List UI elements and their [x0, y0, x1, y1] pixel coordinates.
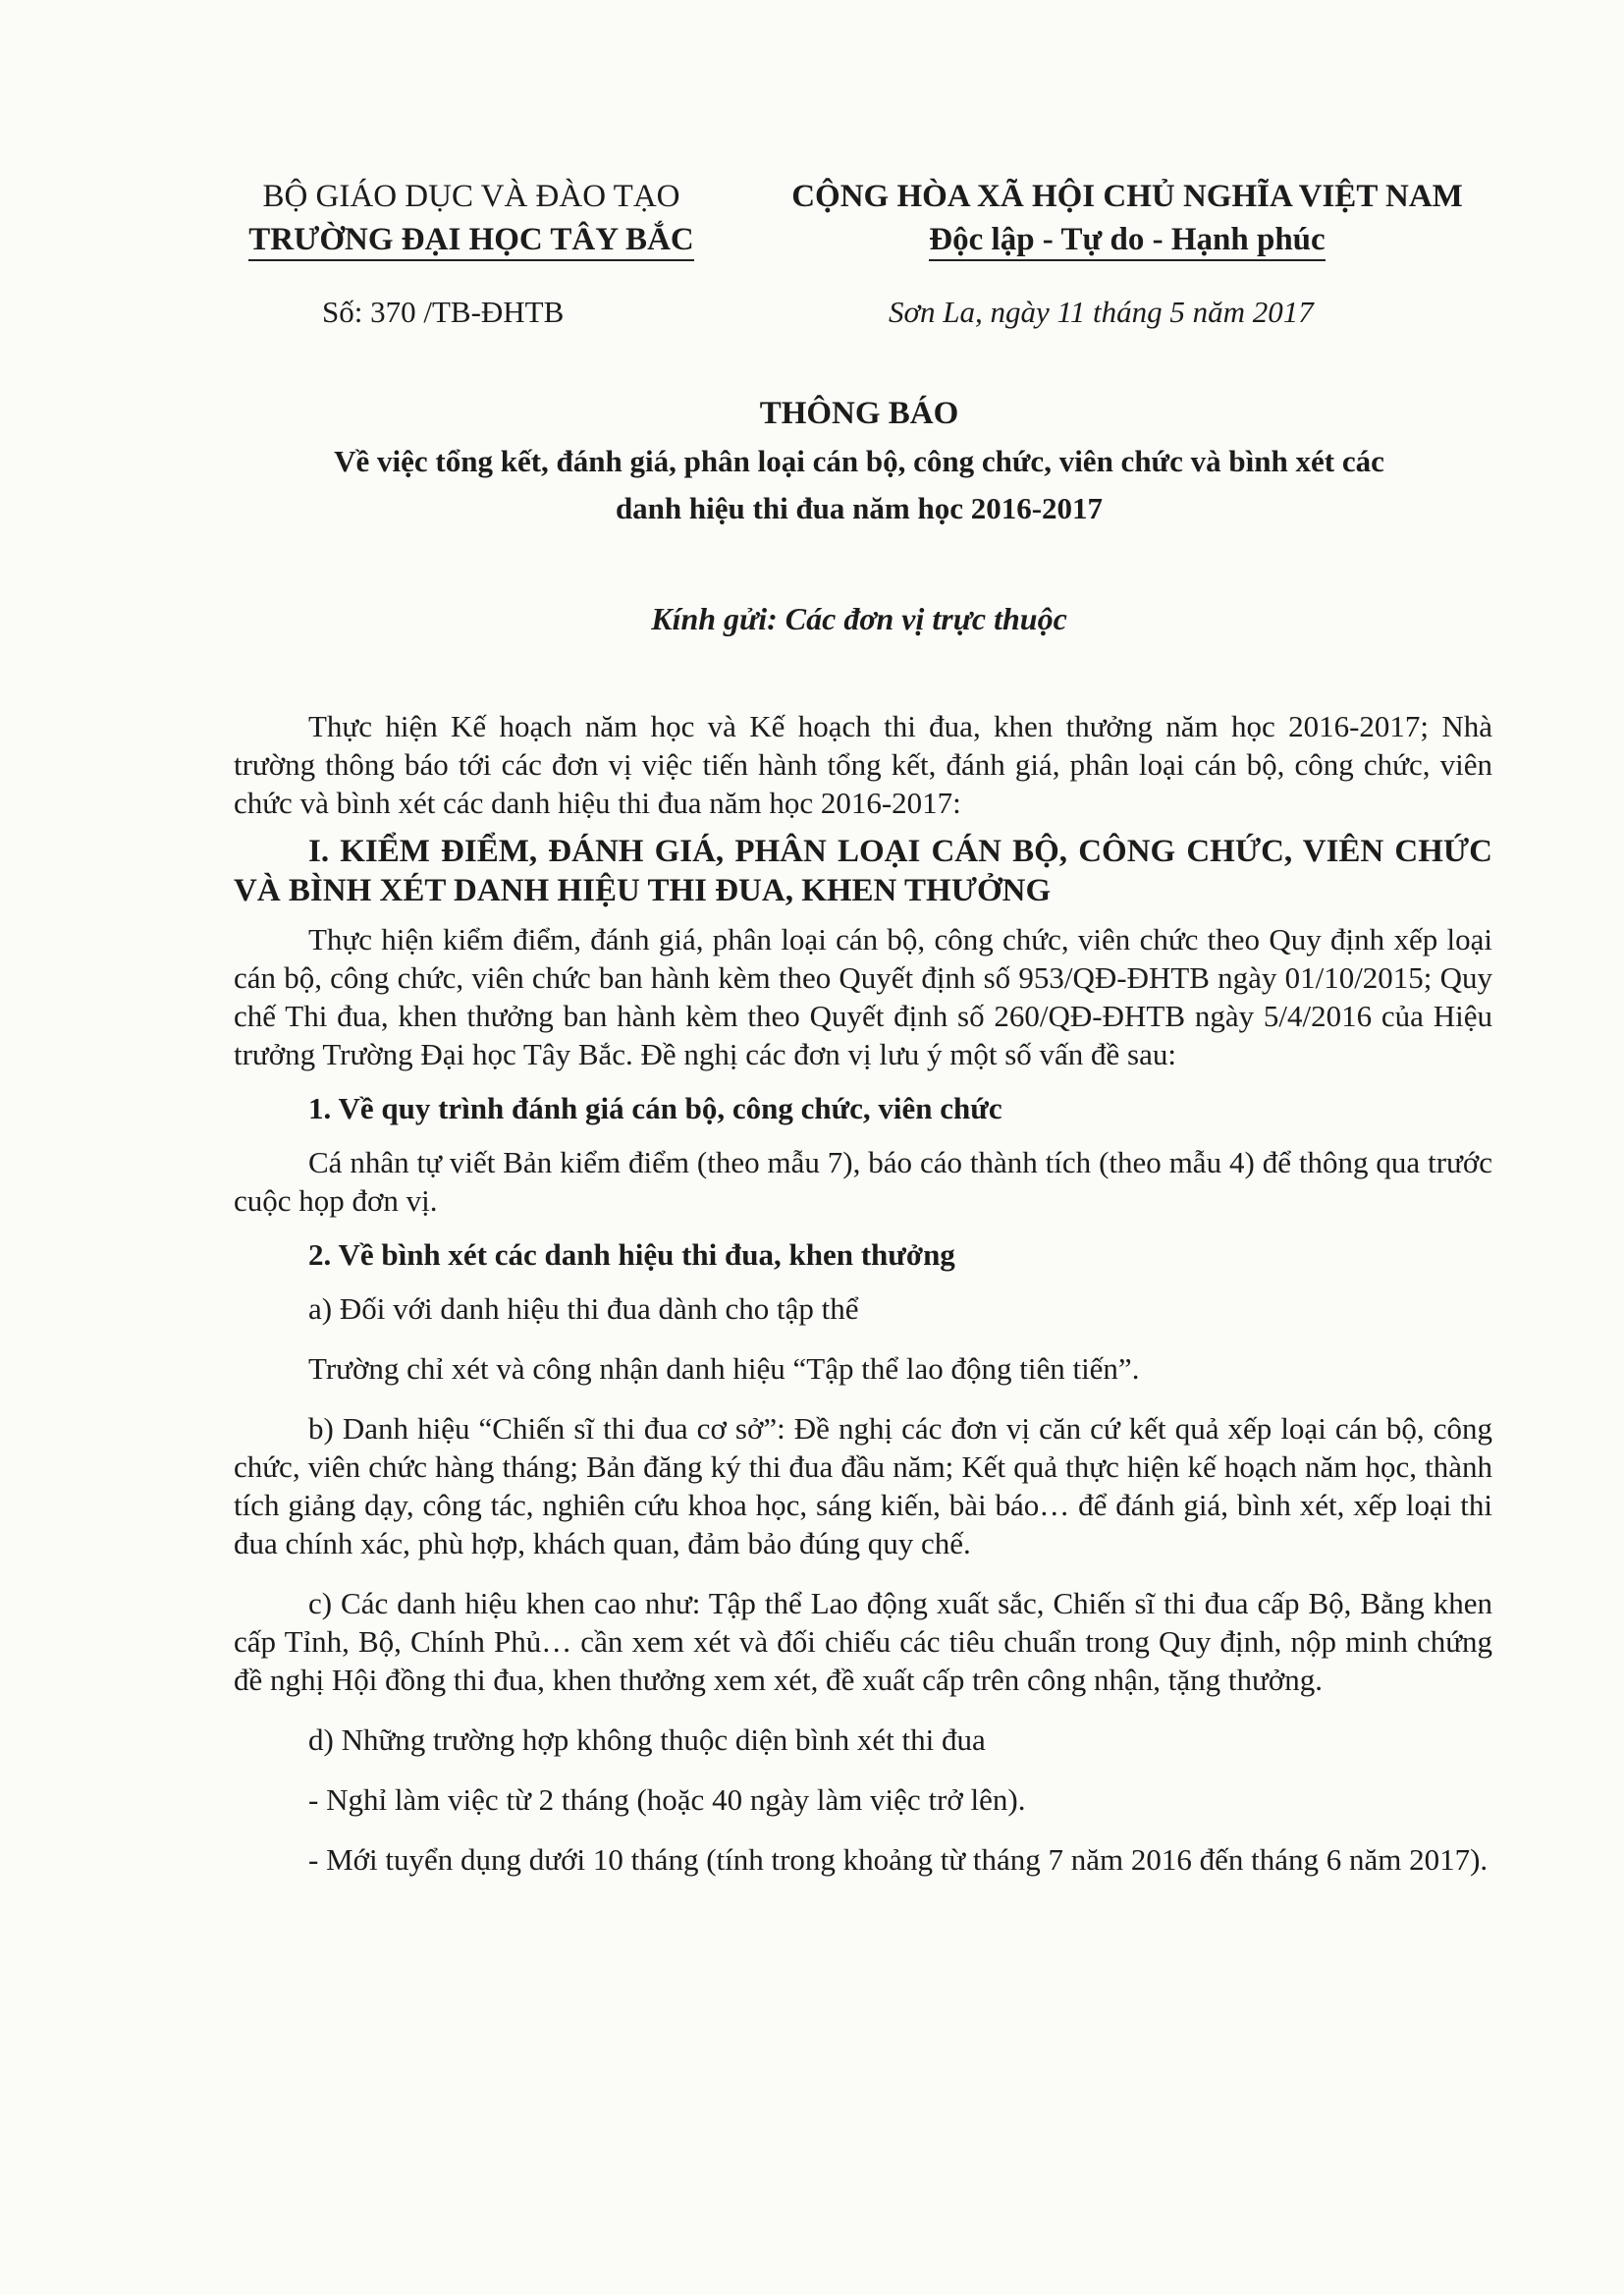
item-d-bullet-1: - Nghỉ làm việc từ 2 tháng (hoặc 40 ngày làm việc trở lên). — [308, 1782, 1026, 1817]
intro-paragraph: Thực hiện Kế hoạch năm học và Kế hoạch thi đua, khen thưởng năm học 2016-2017; Nhà trường thông báo tới các đơn vị việc tiến hành tổng kết, đánh giá, phân loại cán bộ, công chức, viên chức và bình xét các danh hiệu thi đua năm học 2016-2017: — [234, 709, 1492, 820]
document-header — [196, 175, 1522, 257]
item-a-paragraph: Trường chỉ xét và công nhận danh hiệu “Tập thể lao động tiên tiến”. — [308, 1351, 1140, 1386]
country-name: CỘNG HÒA XÃ HỘI CHỦ NGHĨA VIỆT NAM — [791, 179, 1463, 214]
item-b-paragraph: b) Danh hiệu “Chiến sĩ thi đua cơ sở”: Đề nghị các đơn vị căn cứ kết quả xếp loại cán bộ, công chức, viên chức hàng tháng; Bản đăng ký thi đua đầu năm; Kết quả thực hiện kế hoạch năm học, thành tích giảng dạy, công tác, nghiên cứu khoa học, sáng kiến, bài báo… để đánh giá, bình xét, xếp loại thi đua chính xác, phù hợp, khách quan, đảm bảo đúng quy chế. — [234, 1411, 1492, 1560]
item-d-bullet-2: - Mới tuyển dụng dưới 10 tháng (tính trong khoảng từ tháng 7 năm 2016 đến tháng 6 năm 2017). — [308, 1842, 1489, 1877]
national-motto — [734, 175, 1520, 261]
subsection-1-heading: 1. Về quy trình đánh giá cán bộ, công chức, viên chức — [308, 1091, 1002, 1125]
item-d: d) Những trường hợp không thuộc diện bình xét thi đua — [308, 1722, 986, 1757]
document-title-block — [196, 389, 1522, 532]
issuing-authority — [216, 175, 727, 261]
motto-text: Độc lập - Tự do - Hạnh phúc — [929, 220, 1325, 261]
section-1-heading: I. KIỂM ĐIỂM, ĐÁNH GIÁ, PHÂN LOẠI CÁN BỘ, CÔNG CHỨC, VIÊN CHỨC VÀ BÌNH XÉT DANH HIỆU THI ĐUA, KHEN THƯỞNG — [234, 834, 1492, 908]
university-name: TRƯỜNG ĐẠI HỌC TÂY BẮC — [248, 220, 693, 261]
subsection-2-heading: 2. Về bình xét các danh hiệu thi đua, khen thưởng — [308, 1237, 955, 1272]
item-a: a) Đối với danh hiệu thi đua dành cho tập thể — [308, 1291, 859, 1326]
item-c-paragraph: c) Các danh hiệu khen cao như: Tập thể Lao động xuất sắc, Chiến sĩ thi đua cấp Bộ, Bằng khen cấp Tỉnh, Bộ, Chính Phủ… cần xem xét và đối chiếu các tiêu chuẩn trong Quy định, nộp minh chứng đề nghị Hội đồng thi đua, khen thưởng xem xét, đề xuất cấp trên công nhận, tặng thưởng. — [234, 1586, 1492, 1697]
subject-line-2: danh hiệu thi đua năm học 2016-2017 — [615, 491, 1104, 525]
document-number: Số: 370 /TB-ĐHTB — [322, 295, 565, 329]
recipient: Kính gửi: Các đơn vị trực thuộc — [651, 601, 1067, 636]
document-body — [234, 707, 1492, 1879]
subsection-1-paragraph: Cá nhân tự viết Bản kiểm điểm (theo mẫu 7), báo cáo thành tích (theo mẫu 4) để thông qua trước cuộc họp đơn vị. — [234, 1145, 1492, 1218]
document-subject — [211, 438, 1507, 532]
document-type: THÔNG BÁO — [759, 396, 959, 431]
subject-line-1: Về việc tổng kết, đánh giá, phân loại cán bộ, công chức, viên chức và bình xét các — [334, 444, 1384, 478]
section-1-paragraph: Thực hiện kiểm điểm, đánh giá, phân loại cán bộ, công chức, viên chức theo Quy định xếp loại cán bộ, công chức, viên chức ban hành kèm theo Quyết định số 953/QĐ-ĐHTB ngày 01/10/2015; Quy chế Thi đua, khen thưởng ban hành kèm theo Quyết định số 260/QĐ-ĐHTB ngày 5/4/2016 của Hiệu trưởng Trường Đại học Tây Bắc. Đề nghị các đơn vị lưu ý một số vấn đề sau: — [234, 922, 1492, 1071]
ministry-name: BỘ GIÁO DỤC VÀ ĐÀO TẠO — [262, 179, 680, 214]
place-and-date: Sơn La, ngày 11 tháng 5 năm 2017 — [889, 295, 1314, 329]
